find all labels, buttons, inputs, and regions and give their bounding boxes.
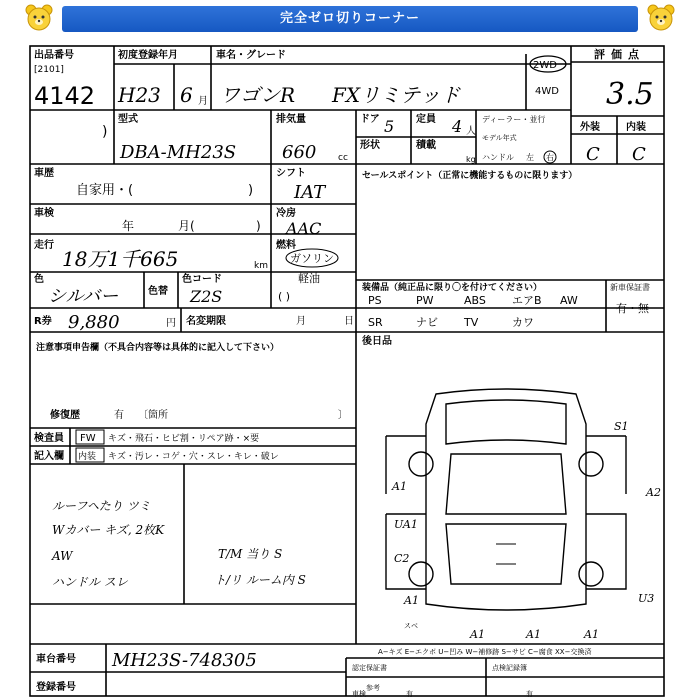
fw-text: キズ・飛石・ヒビ割・リペア跡・×要 bbox=[108, 434, 260, 444]
damage-mark-a1-rear: A1 bbox=[404, 594, 419, 607]
grade: FXリミテッド bbox=[332, 83, 461, 107]
equipment-item: PS bbox=[368, 294, 382, 307]
repair-location: 〔箇所 bbox=[138, 410, 168, 421]
model-year-label: モデル年式 bbox=[482, 134, 517, 142]
remark-3: AW bbox=[52, 549, 73, 563]
drive-4wd: 4WD bbox=[535, 86, 559, 97]
score-label: 評価点 bbox=[594, 48, 645, 61]
model-name-label: 車名・グレード bbox=[216, 50, 286, 61]
inspection-year: 年 bbox=[122, 219, 135, 233]
registration-label: 登録番号 bbox=[36, 682, 76, 693]
type-value: DBA-MH23S bbox=[120, 142, 237, 163]
color-change-label: 色替 bbox=[148, 286, 168, 297]
month-unit: 月 bbox=[198, 96, 208, 107]
dealer-label: ディーラー・並行 bbox=[482, 115, 546, 124]
interior-tag: 内装 bbox=[78, 452, 97, 462]
damage-mark-a1-b3: A1 bbox=[584, 628, 599, 641]
equipment-item: カワ bbox=[512, 316, 534, 329]
remark-right-1: T/M 当り S bbox=[218, 547, 283, 561]
equipment-item: エアB bbox=[512, 294, 542, 307]
interior-grade: C bbox=[632, 144, 646, 165]
cert-label: 認定保証書 bbox=[352, 664, 387, 672]
new-warranty-label: 新車保証書 bbox=[610, 283, 650, 292]
first-reg-month: 6 bbox=[180, 83, 193, 107]
mileage-value: 18万1千665 bbox=[62, 247, 179, 271]
inspection-label: 車検 bbox=[34, 208, 54, 219]
car-history-close: ) bbox=[248, 183, 254, 198]
fuel-label: 燃料 bbox=[276, 240, 296, 251]
handle-left: 左 bbox=[526, 153, 534, 162]
equipment-item: AW bbox=[560, 294, 578, 307]
damage-mark-s1: S1 bbox=[614, 420, 629, 433]
lot-sub: [2101] bbox=[34, 65, 64, 75]
bottom-2: 有 bbox=[406, 690, 413, 698]
equipment-title: 装備品（純正品に限り〇を付けてください） bbox=[362, 283, 543, 293]
interior-label: 内装 bbox=[626, 122, 646, 133]
car-history-value: 自家用・( bbox=[76, 183, 134, 198]
car-damage-diagram bbox=[386, 389, 626, 610]
yen-unit: 円 bbox=[166, 318, 176, 329]
color-code-value: Z2S bbox=[190, 287, 223, 306]
lot-number: 4142 bbox=[34, 82, 96, 110]
shift-value: IAT bbox=[294, 182, 326, 203]
color-value: シルバー bbox=[48, 286, 119, 307]
damage-mark-a1-b1: A1 bbox=[470, 628, 485, 641]
diagram-sub-label: スベ bbox=[404, 622, 418, 630]
banner bbox=[22, 2, 678, 36]
chassis-label: 車台番号 bbox=[36, 654, 76, 665]
bear-mascot-icon bbox=[22, 2, 56, 36]
displacement-label: 排気量 bbox=[276, 114, 306, 125]
inspector-label-2: 記入欄 bbox=[34, 451, 64, 462]
exterior-grade: C bbox=[586, 144, 600, 165]
name-change-day: 日 bbox=[344, 316, 354, 327]
shift-label: シフト bbox=[276, 168, 306, 179]
remark-4: ハンドル スレ bbox=[52, 575, 128, 589]
car-history-label: 車歴 bbox=[34, 168, 54, 179]
warranty-value: 有・無 bbox=[616, 302, 649, 315]
chassis-value: MH23S-748305 bbox=[112, 650, 257, 671]
bottom-3: 有 bbox=[526, 690, 533, 698]
damage-legend: A−キズ E−エクボ U−凹み W−補修跡 S−サビ C−腐食 XX−交換済 bbox=[378, 648, 592, 656]
remark-right-2: ト/リ ルーム内 S bbox=[214, 573, 306, 587]
equipment-item: ナビ bbox=[416, 316, 438, 329]
header-paren: ) bbox=[102, 124, 108, 140]
inspection-close: ) bbox=[256, 219, 261, 233]
ac-label: 冷房 bbox=[276, 208, 296, 219]
repair-value: 有 bbox=[114, 410, 124, 421]
checked-label: 点検記録簿 bbox=[492, 664, 527, 672]
shape-label: 形状 bbox=[360, 140, 380, 151]
fw-tag: FW bbox=[80, 433, 96, 444]
banner-title: 完全ゼロ切りコーナー bbox=[62, 6, 638, 32]
after-items-label: 後日品 bbox=[362, 336, 392, 347]
repair-close: 〕 bbox=[338, 410, 348, 421]
mileage-label: 走行 bbox=[34, 240, 54, 251]
fuel-gasoline: ガソリン bbox=[290, 252, 334, 265]
inspection-month: 月( bbox=[178, 219, 195, 233]
auction-sheet bbox=[26, 44, 668, 700]
ac-value: AAC bbox=[286, 219, 322, 238]
exterior-label: 外装 bbox=[580, 122, 600, 133]
doors-value: 5 bbox=[384, 117, 395, 136]
ref-label: 参考 bbox=[366, 684, 380, 692]
bear-mascot-icon bbox=[644, 2, 678, 36]
handle-right: 右 bbox=[546, 153, 554, 162]
name-change-label: 名変期限 bbox=[186, 316, 226, 327]
damage-mark-a1-b2: A1 bbox=[526, 628, 541, 641]
recycle-value: 9,880 bbox=[68, 312, 120, 333]
damage-mark-c2: C2 bbox=[394, 552, 410, 565]
doors-label: ドア bbox=[360, 114, 380, 125]
equipment-item: ABS bbox=[464, 294, 486, 307]
handle-label: ハンドル bbox=[482, 153, 514, 162]
inspector-label-1: 検査員 bbox=[34, 433, 64, 444]
remark-1: ルーフヘたり ツミ bbox=[52, 499, 151, 513]
model-name: ワゴンR bbox=[220, 83, 296, 107]
first-reg-label: 初度登録年月 bbox=[118, 50, 178, 61]
equipment-item: SR bbox=[368, 316, 383, 329]
damage-mark-u3: U3 bbox=[638, 592, 655, 605]
first-reg-era: H23 bbox=[118, 83, 161, 107]
notes-title: 注意事項申告欄（不具合内容等は具体的に記入して下さい） bbox=[36, 343, 280, 353]
capacity-value: 4 bbox=[452, 117, 463, 136]
damage-mark-a2: A2 bbox=[646, 486, 661, 499]
load-label: 積載 bbox=[416, 140, 436, 151]
fuel-paren: ( ) bbox=[278, 290, 291, 303]
damage-mark-a1-left: A1 bbox=[392, 480, 407, 493]
damage-mark-ua1: UA1 bbox=[394, 518, 418, 531]
capacity-label: 定員 bbox=[416, 114, 436, 125]
lot-label: 出品番号 bbox=[34, 50, 74, 61]
km-unit: km bbox=[254, 261, 268, 271]
displacement-value: 660 bbox=[282, 142, 317, 163]
equipment-item: TV bbox=[464, 316, 479, 329]
type-label: 型式 bbox=[118, 114, 138, 125]
drive-2wd: 2WD bbox=[533, 60, 557, 71]
cc-unit: cc bbox=[338, 153, 348, 163]
score-value: 3.5 bbox=[606, 77, 654, 112]
person-unit: 人 bbox=[466, 126, 476, 137]
fuel-light-oil: 軽油 bbox=[298, 272, 320, 285]
bottom-1: 車検 bbox=[352, 690, 366, 698]
sales-point-title: セールスポイント（正常に機能するものに限ります） bbox=[362, 171, 578, 181]
equipment-item: PW bbox=[416, 294, 434, 307]
name-change-month: 月 bbox=[296, 316, 306, 327]
interior-text: キズ・汚レ・コゲ・穴・スレ・キレ・破レ bbox=[108, 452, 279, 462]
kg-unit: kg bbox=[466, 155, 476, 164]
remark-2: Wカバー キズ, 2枚K bbox=[52, 523, 165, 537]
color-code-label: 色コード bbox=[182, 274, 222, 285]
recycle-label: R券 bbox=[34, 316, 52, 327]
repair-label: 修復歴 bbox=[50, 410, 80, 421]
color-label: 色 bbox=[34, 274, 44, 285]
